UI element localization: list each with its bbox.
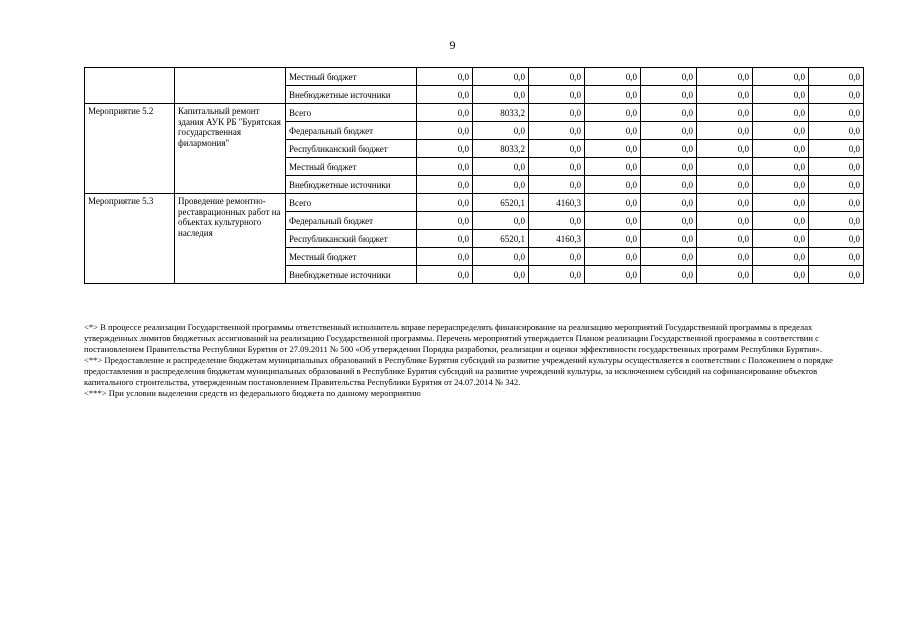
value-cell: 0,0 [417,194,473,212]
value-cell: 0,0 [641,212,697,230]
value-cell: 0,0 [585,230,641,248]
value-cell: 0,0 [753,230,809,248]
value-cell: 0,0 [529,104,585,122]
value-cell: 0,0 [753,104,809,122]
value-cell: 0,0 [585,158,641,176]
value-cell: 0,0 [809,122,864,140]
funding-source-cell: Внебюджетные источники [286,266,417,284]
value-cell: 0,0 [585,104,641,122]
value-cell: 0,0 [417,68,473,86]
value-cell: 0,0 [473,68,529,86]
value-cell: 0,0 [809,104,864,122]
value-cell: 0,0 [417,176,473,194]
value-cell: 0,0 [585,176,641,194]
value-cell: 0,0 [641,248,697,266]
value-cell: 0,0 [697,140,753,158]
value-cell: 8033,2 [473,104,529,122]
footnotes [84,322,862,399]
funding-source-cell: Федеральный бюджет [286,122,417,140]
value-cell: 0,0 [417,230,473,248]
value-cell: 0,0 [417,248,473,266]
funding-source-cell: Всего [286,104,417,122]
value-cell: 0,0 [697,194,753,212]
value-cell: 0,0 [809,266,864,284]
value-cell: 0,0 [641,104,697,122]
value-cell: 6520,1 [473,194,529,212]
value-cell: 0,0 [585,86,641,104]
budget-table [84,67,864,284]
value-cell: 0,0 [417,140,473,158]
value-cell: 0,0 [585,212,641,230]
value-cell: 0,0 [473,212,529,230]
budget-table-body [85,68,864,284]
funding-source-cell: Внебюджетные источники [286,86,417,104]
event-cell [85,68,175,104]
value-cell: 6520,1 [473,230,529,248]
value-cell: 0,0 [417,104,473,122]
value-cell: 0,0 [529,122,585,140]
value-cell: 0,0 [529,266,585,284]
value-cell: 0,0 [697,86,753,104]
value-cell: 0,0 [417,158,473,176]
value-cell: 0,0 [417,86,473,104]
value-cell: 0,0 [697,266,753,284]
value-cell: 0,0 [753,158,809,176]
value-cell: 0,0 [641,86,697,104]
funding-source-cell: Всего [286,194,417,212]
value-cell: 0,0 [809,158,864,176]
value-cell: 0,0 [753,86,809,104]
value-cell: 4160,3 [529,230,585,248]
table-row [85,104,864,122]
value-cell: 0,0 [753,176,809,194]
value-cell: 8033,2 [473,140,529,158]
value-cell: 0,0 [809,176,864,194]
value-cell: 0,0 [697,248,753,266]
event-cell: Мероприятие 5.3 [85,194,175,284]
funding-source-cell: Федеральный бюджет [286,212,417,230]
description-cell: Капитальный ремонт здания АУК РБ "Бурятская государственная филармония" [175,104,286,194]
value-cell: 0,0 [529,176,585,194]
value-cell: 0,0 [585,248,641,266]
value-cell: 0,0 [641,68,697,86]
footnote-1: <*> В процессе реализации Государственной программы ответственный исполнитель вправе перераспределять финансирование на реализацию мероприятий Государственной программы в пределах утвержденных лимитов бюджетных ассигнований на реализацию Государственной программы. Перечень мероприятий утверждается Планом реализации Государственной программы в соответствии с постановлением Правительства Республики Бурятия от 27.09.2011 № 500 «Об утверждении Порядка разработки, реализации и оценки эффективности государственных программ Республики Бурятия». [84,322,822,354]
value-cell: 0,0 [585,266,641,284]
description-cell: Проведение ремонтно-реставрационных работ на объектах культурного наследия [175,194,286,284]
value-cell: 0,0 [473,86,529,104]
value-cell: 0,0 [585,68,641,86]
value-cell: 0,0 [697,212,753,230]
value-cell: 0,0 [697,122,753,140]
value-cell: 0,0 [473,176,529,194]
value-cell: 0,0 [473,158,529,176]
table-row [85,68,864,86]
value-cell: 0,0 [585,194,641,212]
value-cell: 0,0 [809,212,864,230]
value-cell: 0,0 [809,248,864,266]
value-cell: 0,0 [753,68,809,86]
value-cell: 0,0 [753,248,809,266]
value-cell: 0,0 [641,158,697,176]
value-cell: 0,0 [809,86,864,104]
value-cell: 0,0 [753,140,809,158]
value-cell: 0,0 [417,212,473,230]
footnote-2: <**> Предоставление и распределение бюджетам муниципальных образований в Республике Бурятия субсидий на развитие учреждений культуры осуществляется в соответствии с Положением о порядке предоставления и распределения бюджетам муниципальных образований в Республике Бурятия субсидий на развитие учреждений культуры, за исключением субсидий на софинансирование объектов капитального строительства, утвержденным постановлением Правительства Республики Бурятия от 24.07.2014 № 342. [84,355,833,387]
funding-source-cell: Республиканский бюджет [286,140,417,158]
page-number: 9 [449,38,456,52]
value-cell: 0,0 [697,104,753,122]
value-cell: 0,0 [529,140,585,158]
value-cell: 0,0 [529,212,585,230]
funding-source-cell: Внебюджетные источники [286,176,417,194]
value-cell: 0,0 [473,266,529,284]
value-cell: 0,0 [641,266,697,284]
footnote-3: <***> При условии выделения средств из федерального бюджета по данному мероприятию [84,388,421,398]
value-cell: 0,0 [753,266,809,284]
description-cell [175,68,286,104]
value-cell: 0,0 [417,122,473,140]
funding-source-cell: Местный бюджет [286,248,417,266]
value-cell: 0,0 [529,68,585,86]
value-cell: 0,0 [697,158,753,176]
value-cell: 0,0 [697,176,753,194]
value-cell: 0,0 [753,194,809,212]
value-cell: 4160,3 [529,194,585,212]
value-cell: 0,0 [641,122,697,140]
value-cell: 0,0 [697,230,753,248]
value-cell: 0,0 [473,122,529,140]
value-cell: 0,0 [529,158,585,176]
value-cell: 0,0 [641,140,697,158]
value-cell: 0,0 [753,122,809,140]
value-cell: 0,0 [753,212,809,230]
value-cell: 0,0 [809,68,864,86]
funding-source-cell: Республиканский бюджет [286,230,417,248]
value-cell: 0,0 [641,176,697,194]
value-cell: 0,0 [809,230,864,248]
value-cell: 0,0 [529,248,585,266]
table-row [85,194,864,212]
value-cell: 0,0 [585,140,641,158]
event-cell: Мероприятие 5.2 [85,104,175,194]
value-cell: 0,0 [641,230,697,248]
value-cell: 0,0 [585,122,641,140]
funding-source-cell: Местный бюджет [286,68,417,86]
value-cell: 0,0 [641,194,697,212]
funding-source-cell: Местный бюджет [286,158,417,176]
value-cell: 0,0 [697,68,753,86]
value-cell: 0,0 [809,140,864,158]
value-cell: 0,0 [473,248,529,266]
value-cell: 0,0 [417,266,473,284]
value-cell: 0,0 [809,194,864,212]
value-cell: 0,0 [529,86,585,104]
